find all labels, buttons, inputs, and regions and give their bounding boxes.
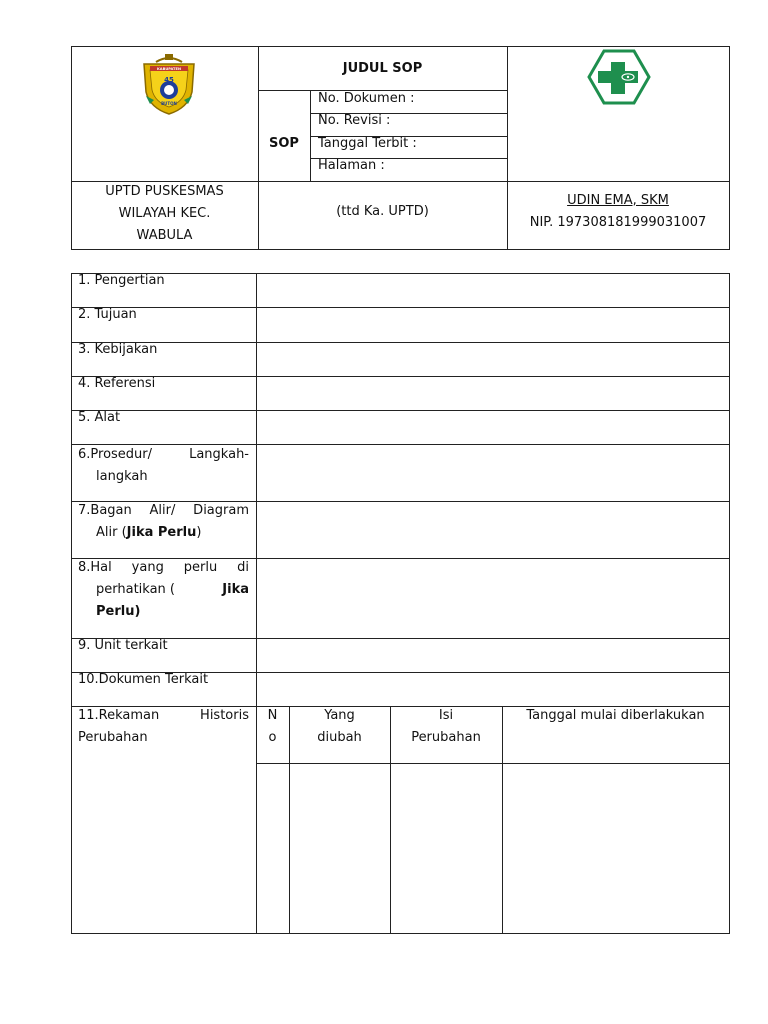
puskesmas-logo-icon [586,48,652,106]
history-col-effective-date: Tanggal mulai diberlakukan [526,708,705,723]
section-flowchart-line-2: Alir (Jika Perlu) [96,525,202,540]
row-line-bottom [71,933,730,934]
row-line-1 [71,307,730,308]
regency-emblem-icon [136,52,202,116]
row-line-0 [71,273,730,274]
history-col-no-line-2: o [268,730,277,745]
section-flowchart-line-1: 7.Bagan Alir/ Diagram [78,503,249,518]
section-definition: 1. Pengertian [78,273,165,288]
section-history-line-2: Perubahan [78,730,148,745]
signature-placeholder: (ttd Ka. UPTD) [336,204,429,219]
meta-revision: No. Revisi : [318,113,391,128]
org-name-line-2: WILAYAH KEC. [118,206,211,221]
meta-document-number: No. Dokumen : [318,91,415,106]
history-col-divider-3 [502,706,503,934]
row-line-4 [71,410,730,411]
header-bottom-border [71,249,730,250]
header-right-border [729,46,730,250]
table-label-divider [256,273,257,934]
history-col-no-line-1: N [267,708,278,723]
emblem-number: 45 [164,76,174,84]
section-notes-line-3: Perlu) [96,604,141,619]
org-name-line-3: WABULA [136,228,193,243]
header-top-border [71,46,730,47]
section-reference: 4. Referensi [78,376,156,391]
meta-issue-date: Tanggal Terbit : [318,136,417,151]
section-objective: 2. Tujuan [78,307,137,322]
head-nip: NIP. 197308181999031007 [529,215,707,230]
history-col-content-line-2: Perubahan [411,730,481,745]
emblem-text-bottom: BUTON [161,101,177,106]
section-notes-line-2: perhatikan ( Jika [96,582,249,597]
section-tools: 5. Alat [78,410,121,425]
section-notes-line-1: 8.Hal yang perlu di [78,560,249,575]
row-line-2 [71,342,730,343]
section-procedure-line-1: 6.Prosedur/ Langkah- [78,447,249,462]
head-name: UDIN EMA, SKM [567,193,669,208]
history-col-changed-line-2: diubah [317,730,362,745]
row-line-8 [71,638,730,639]
section-history-line-1: 11.Rekaman Historis [78,708,249,723]
section-procedure-line-2: langkah [96,469,148,484]
row-line-3 [71,376,730,377]
sop-label: SOP [269,136,299,151]
section-related-unit: 9. Unit terkait [78,638,168,653]
section-policy: 3. Kebijakan [78,342,158,357]
history-col-content-line-1: Isi [438,708,454,723]
history-header-line [256,763,730,764]
table-left-border [71,273,72,934]
emblem-text-top: KABUPATEN [157,67,181,72]
table-right-border [729,273,730,934]
section-related-documents: 10.Dokumen Terkait [78,672,209,687]
sop-title: JUDUL SOP [342,61,423,76]
org-name-line-1: UPTD PUSKESMAS [105,184,224,199]
meta-page: Halaman : [318,158,385,173]
history-col-changed-line-1: Yang [324,708,355,723]
